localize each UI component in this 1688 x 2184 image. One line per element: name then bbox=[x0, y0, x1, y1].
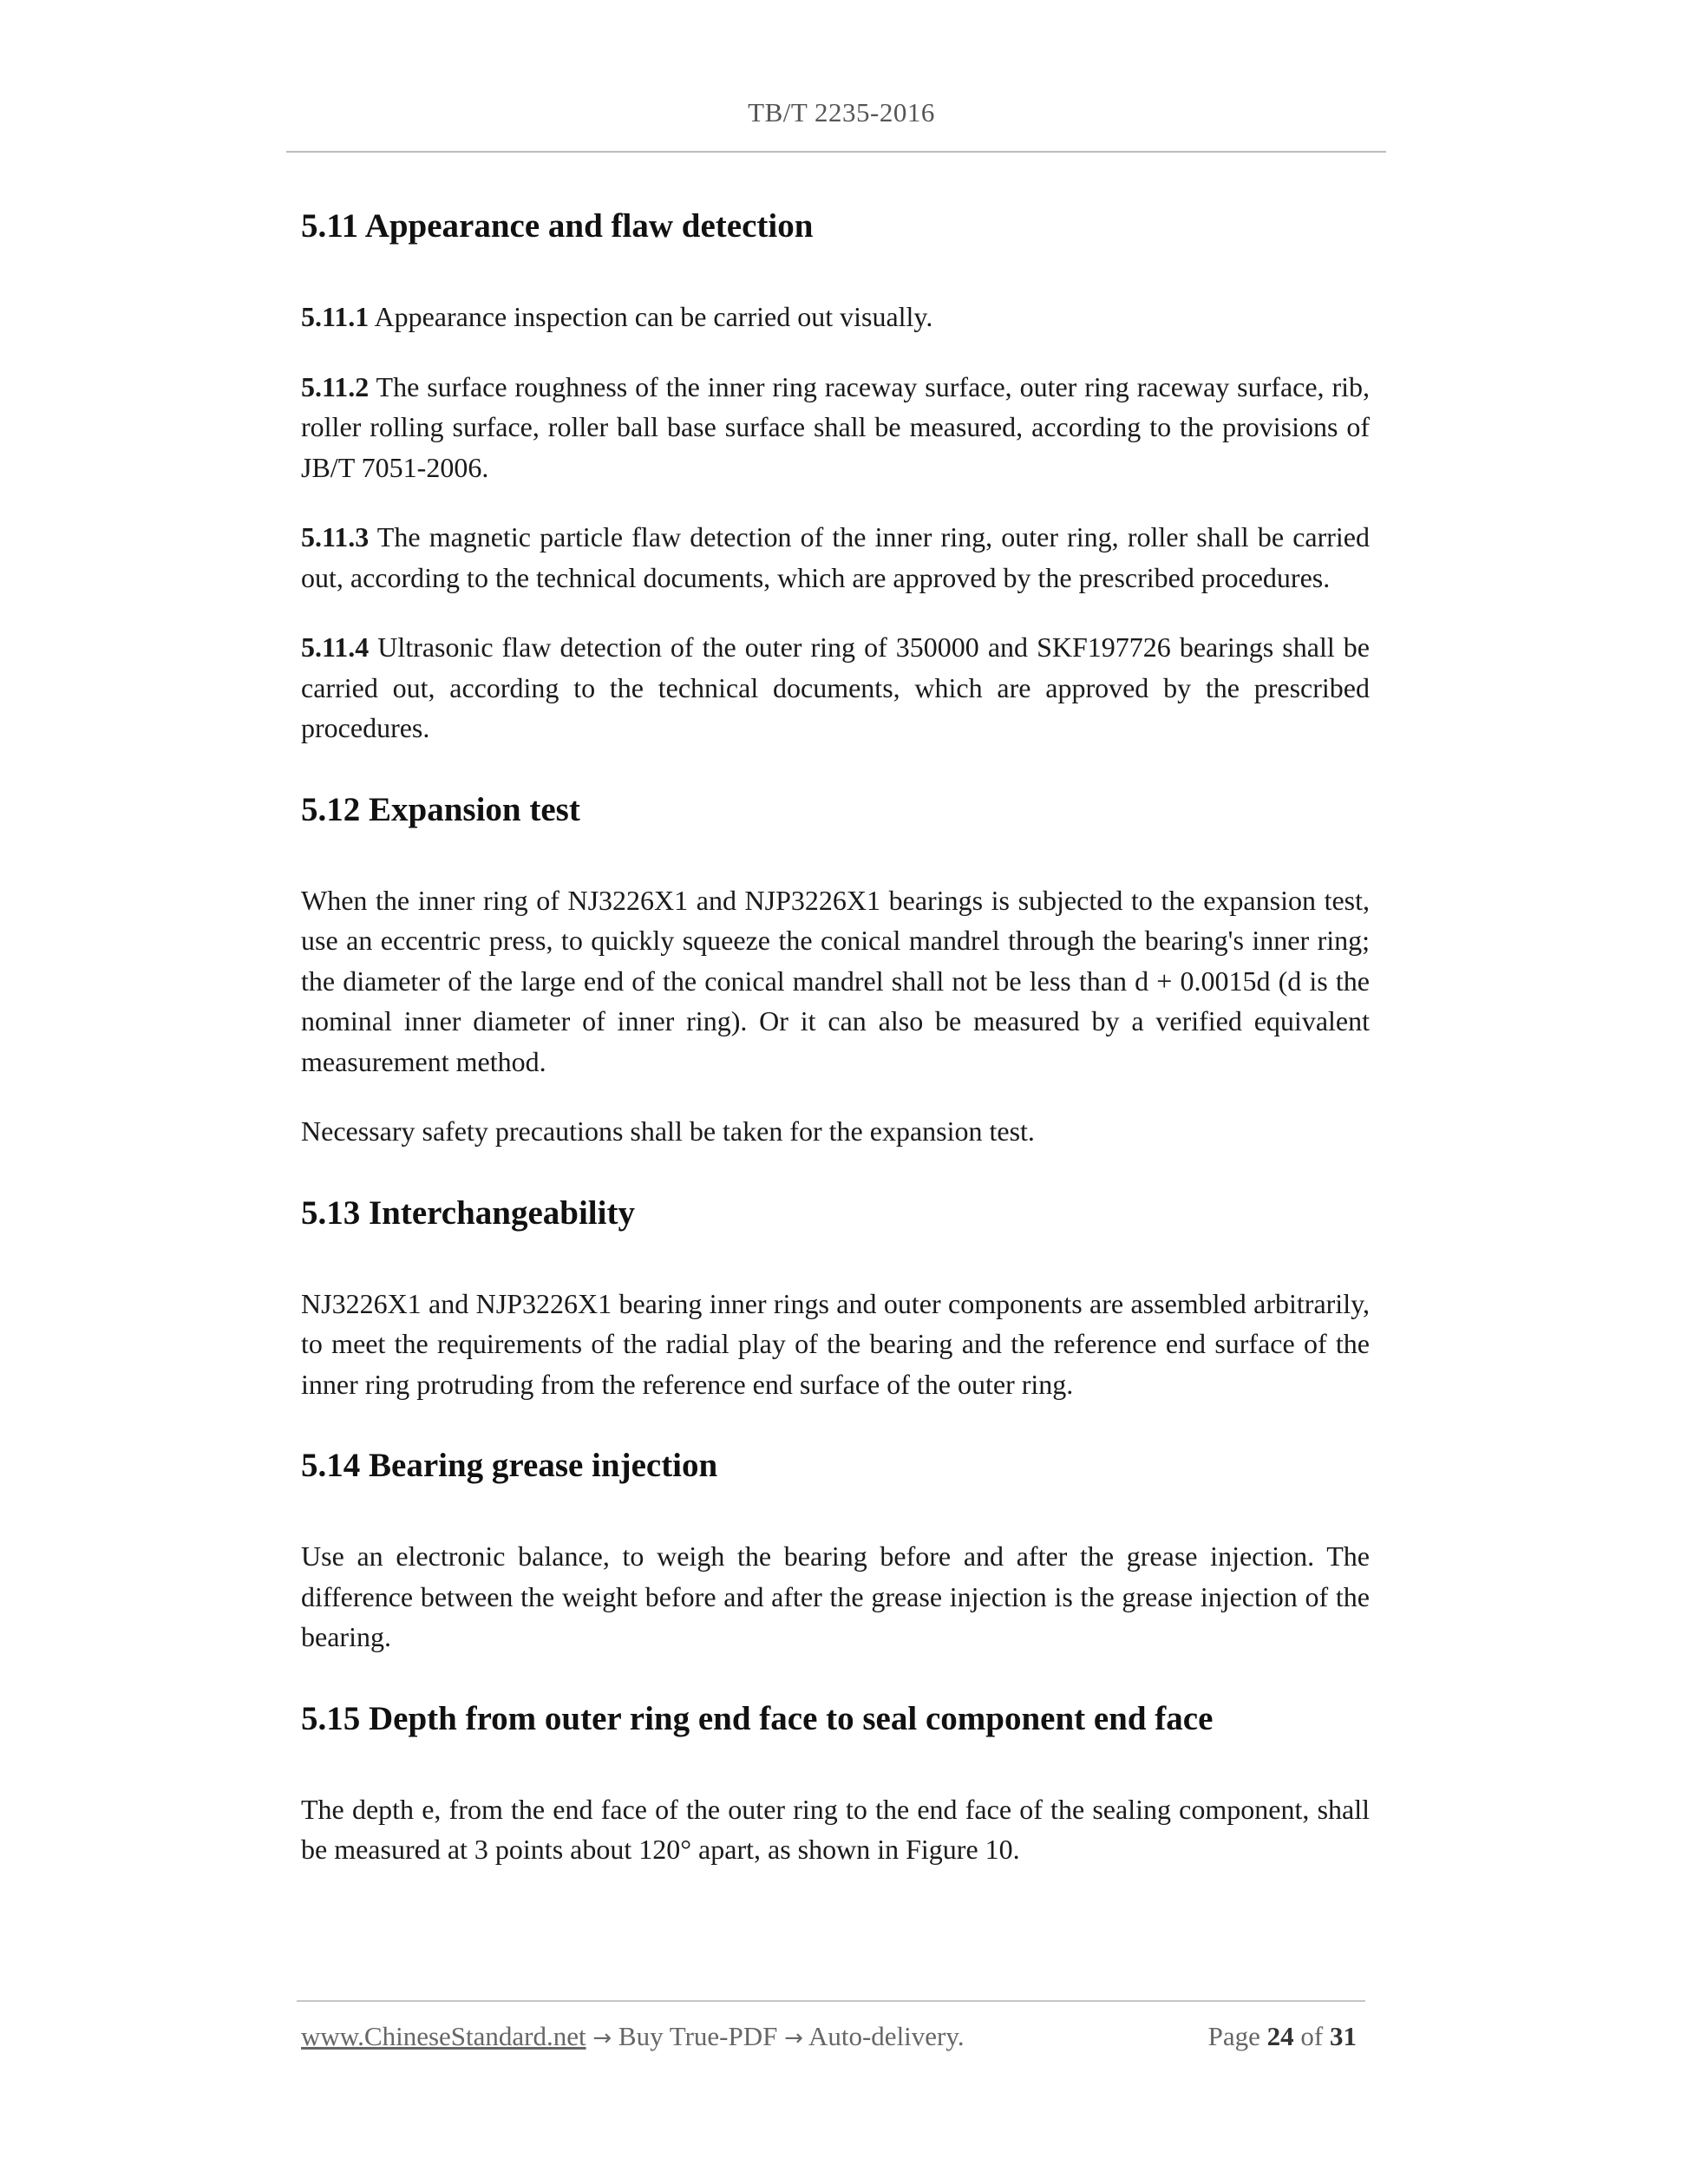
clause-number: 5.11.3 bbox=[301, 521, 370, 553]
paragraph: NJ3226X1 and NJP3226X1 bearing inner rings and outer components are assembled arbitrarily, to meet the requirements of the radial play of the bearing and the reference end surface of the inner ring protruding from the reference end surface of the outer ring. bbox=[301, 1287, 1370, 1400]
clause-text: Ultrasonic flaw detection of the outer ring of 350000 and SKF197726 bearings shall be carried out, according to the technical documents, which are approved by the prescribed procedures. bbox=[301, 631, 1370, 743]
page-label: Page bbox=[1207, 2021, 1260, 2051]
website-link[interactable]: www.ChineseStandard.net bbox=[301, 2021, 586, 2051]
clause-text: The magnetic particle flaw detection of the inner ring, outer ring, roller shall be carried out, according to the technical documents, which are approved by the prescribed procedures. bbox=[301, 521, 1370, 593]
clause-number: 5.11.2 bbox=[301, 370, 370, 402]
section-heading: 5.11 Appearance and flaw detection bbox=[301, 207, 814, 245]
paragraph: The depth e, from the end face of the outer ring to the end face of the sealing component, shall be measured at 3 points about 120° apart, as shown in Figure 10. bbox=[301, 1793, 1370, 1865]
clause-text: The surface roughness of the inner ring raceway surface, outer ring raceway surface, rib, roller rolling surface, roller ball base surface shall be measured, according to the provisions of JB/T 7051-2006. bbox=[301, 370, 1370, 483]
clause-number: 5.11.4 bbox=[301, 631, 370, 663]
arrow-right-icon: → bbox=[784, 2025, 803, 2051]
header-divider bbox=[286, 151, 1386, 153]
of-label: of bbox=[1300, 2021, 1324, 2051]
footer-divider bbox=[297, 2000, 1365, 2002]
clause-text: Appearance inspection can be carried out visually. bbox=[369, 301, 933, 332]
section-5-11 bbox=[301, 201, 1370, 749]
clause-5-11-4 bbox=[301, 627, 1370, 749]
section-heading: 5.15 Depth from outer ring end face to seal component end face bbox=[301, 1699, 1214, 1737]
footer-links bbox=[301, 2021, 965, 2052]
section-heading: 5.14 Bearing grease injection bbox=[301, 1447, 718, 1484]
section-5-12 bbox=[301, 785, 1370, 1152]
page-total: 31 bbox=[1330, 2021, 1357, 2051]
paragraph: Use an electronic balance, to weigh the bearing before and after the grease injection. The difference between the weight before and after the grease injection is the grease injection of the bearing. bbox=[301, 1540, 1370, 1652]
auto-delivery-text: Auto-delivery. bbox=[808, 2021, 965, 2051]
clause-5-11-3 bbox=[301, 517, 1370, 598]
paragraph: Necessary safety precautions shall be taken for the expansion test. bbox=[301, 1115, 1035, 1147]
document-body bbox=[301, 201, 1370, 1906]
document-header-title: TB/T 2235-2016 bbox=[748, 97, 935, 128]
section-heading: 5.13 Interchangeability bbox=[301, 1193, 635, 1232]
buy-pdf-text: Buy True-PDF bbox=[618, 2021, 778, 2051]
page-indicator bbox=[1208, 2021, 1357, 2052]
clause-5-11-2 bbox=[301, 367, 1370, 488]
paragraph: When the inner ring of NJ3226X1 and NJP3226X1 bearings is subjected to the expansion test, use an eccentric press, to quickly squeeze the conical mandrel through the bearing's inner ring; the diameter of the large end of the conical mandrel shall not be less than d + 0.0015d (d is the nominal inner diameter of inner ring). Or it can also be measured by a verified equivalent measurement method. bbox=[301, 884, 1370, 1077]
clause-number: 5.11.1 bbox=[301, 301, 370, 332]
page-number: 24 bbox=[1266, 2021, 1294, 2051]
section-5-13 bbox=[301, 1188, 1370, 1405]
arrow-right-icon: → bbox=[592, 2025, 612, 2051]
section-5-15 bbox=[301, 1694, 1370, 1870]
section-5-14 bbox=[301, 1441, 1370, 1658]
clause-5-11-1 bbox=[301, 297, 1370, 337]
section-heading: 5.12 Expansion test bbox=[301, 790, 580, 828]
